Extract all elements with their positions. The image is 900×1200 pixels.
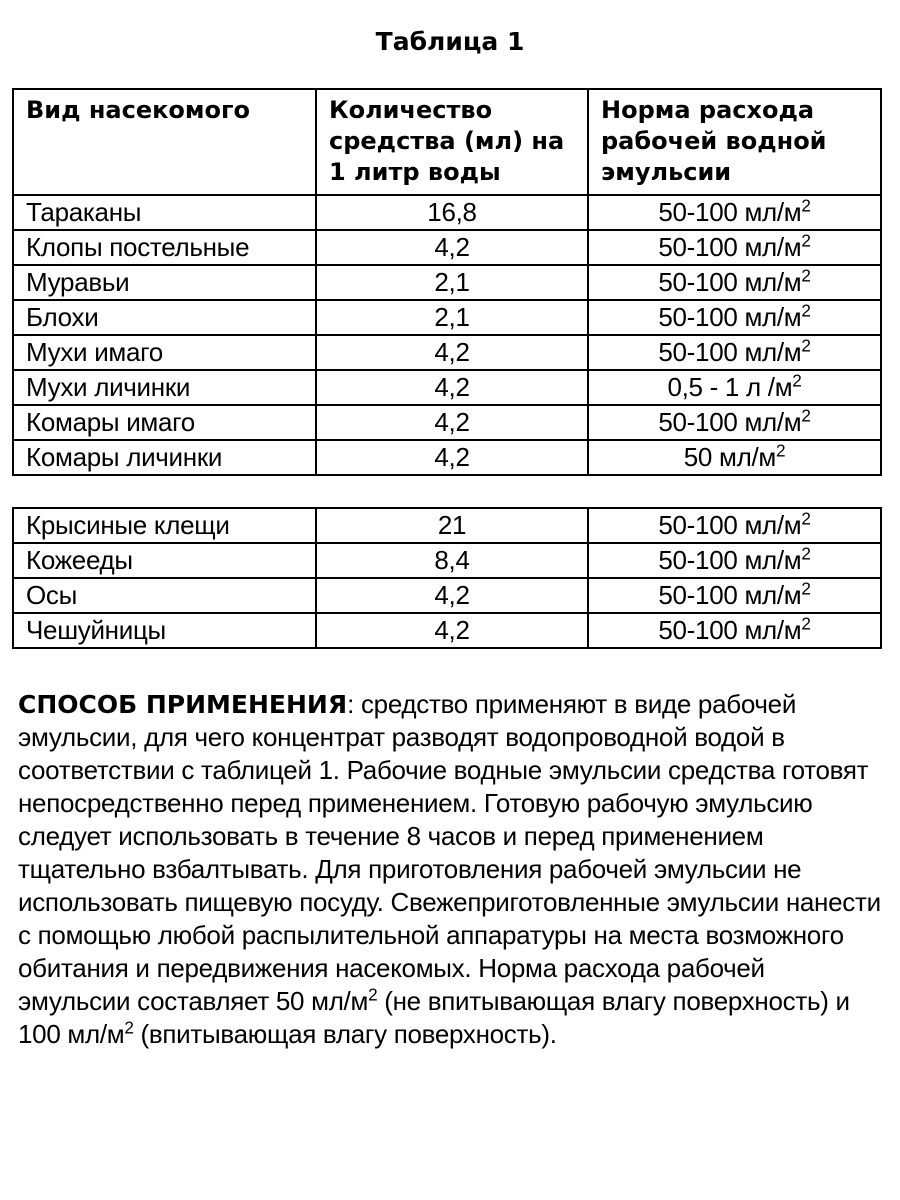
cell-rate [588,300,881,335]
cell-insect: Клопы постельные [13,230,316,265]
cell-rate [588,335,881,370]
rate-superscript: 2 [801,335,811,356]
rate-value: 50-100 мл/м [658,302,802,332]
cell-dosage: 4,2 [316,578,588,613]
cell-insect: Мухи личинки [13,370,316,405]
table-row [13,578,881,613]
rate-superscript: 2 [801,613,811,634]
cell-insect: Комары личинки [13,440,316,475]
rate-value: 50-100 мл/м [658,615,802,645]
table-row [13,335,881,370]
dosage-table-secondary [12,507,882,649]
rate-value: 50-100 мл/м [658,407,802,437]
cell-dosage: 21 [316,508,588,543]
cell-dosage: 4,2 [316,405,588,440]
rate-superscript: 2 [792,370,802,391]
table-row [13,195,881,230]
cell-rate [588,195,881,230]
rate-superscript: 2 [801,578,811,599]
cell-insect: Чешуйницы [13,613,316,648]
cell-insect: Осы [13,578,316,613]
rate-value: 50-100 мл/м [658,267,802,297]
cell-dosage: 16,8 [316,195,588,230]
rate-superscript: 2 [801,230,811,251]
cell-dosage: 2,1 [316,265,588,300]
cell-dosage: 4,2 [316,440,588,475]
rate-value: 0,5 - 1 л /м [667,372,793,402]
rate-value: 50-100 мл/м [658,232,802,262]
header-rate: Норма расхода рабочей водной эмульсии [588,89,881,195]
dosage-table-primary [12,88,882,476]
usage-paragraph [18,688,882,1051]
rate-value: 50-100 мл/м [658,337,802,367]
table-header-row [13,89,881,195]
cell-rate [588,405,881,440]
rate-value: 50 мл/м [683,442,776,472]
rate-value: 50-100 мл/м [658,545,802,575]
cell-insect: Крысиные клещи [13,508,316,543]
rate-superscript: 2 [775,440,786,461]
rate-superscript: 2 [801,195,811,216]
table-row [13,543,881,578]
rate-superscript: 2 [801,508,811,529]
cell-dosage: 8,4 [316,543,588,578]
cell-dosage: 2,1 [316,300,588,335]
table-row [13,440,881,475]
cell-insect: Комары имаго [13,405,316,440]
cell-rate [588,578,881,613]
rate-superscript: 2 [801,265,811,286]
rate-superscript: 2 [801,300,811,321]
table-row [13,265,881,300]
rate-value: 50-100 мл/м [658,580,802,610]
usage-text-2: (не впитывающая влагу поверхность) и 100 мл/м [18,986,850,1049]
rate-value: 50-100 мл/м [658,510,802,540]
header-dosage: Количество средства (мл) на 1 литр воды [316,89,588,195]
table-row [13,508,881,543]
usage-superscript-1: 2 [368,984,378,1005]
cell-rate [588,508,881,543]
cell-rate [588,543,881,578]
rate-value: 50-100 мл/м [658,197,802,227]
cell-dosage: 4,2 [316,230,588,265]
table-row [13,300,881,335]
cell-rate [588,613,881,648]
header-insect-type: Вид насекомого [13,89,316,195]
cell-rate [588,230,881,265]
cell-insect: Муравьи [13,265,316,300]
usage-text-3: (впитывающая влагу поверхность). [133,1019,557,1049]
table-row [13,405,881,440]
cell-dosage: 4,2 [316,335,588,370]
cell-rate [588,370,881,405]
cell-dosage: 4,2 [316,370,588,405]
cell-insect: Тараканы [13,195,316,230]
usage-text-1: : средство применяют в виде рабочей эмульсии, для чего концентрат разводят водопроводной водой в соответствии с таблицей 1. Рабочие водные эмульсии средства готовят непосредственно перед применением. Готовую рабочую эмульсию следует использовать в течение 8 часов и перед применением тщательно взбалтывать. Для приготовления рабочей эмульсии не использовать пищевую посуду. Свежеприготовленные эмульсии нанести с помощью любой распылительной аппаратуры на места возможного обитания и передвижения насекомых. Норма расхода рабочей эмульсии составляет 50 мл/м [18,689,881,1016]
cell-dosage: 4,2 [316,613,588,648]
table-row [13,370,881,405]
doc-title: Таблица 1 [375,27,525,56]
cell-insect: Кожееды [13,543,316,578]
cell-rate [588,440,881,475]
usage-superscript-2: 2 [124,1017,134,1038]
cell-rate [588,265,881,300]
cell-insect: Блохи [13,300,316,335]
table-row [13,613,881,648]
rate-superscript: 2 [801,543,811,564]
table-row [13,230,881,265]
usage-lead: СПОСОБ ПРИМЕНЕНИЯ [18,690,348,719]
rate-superscript: 2 [801,405,811,426]
cell-insect: Мухи имаго [13,335,316,370]
